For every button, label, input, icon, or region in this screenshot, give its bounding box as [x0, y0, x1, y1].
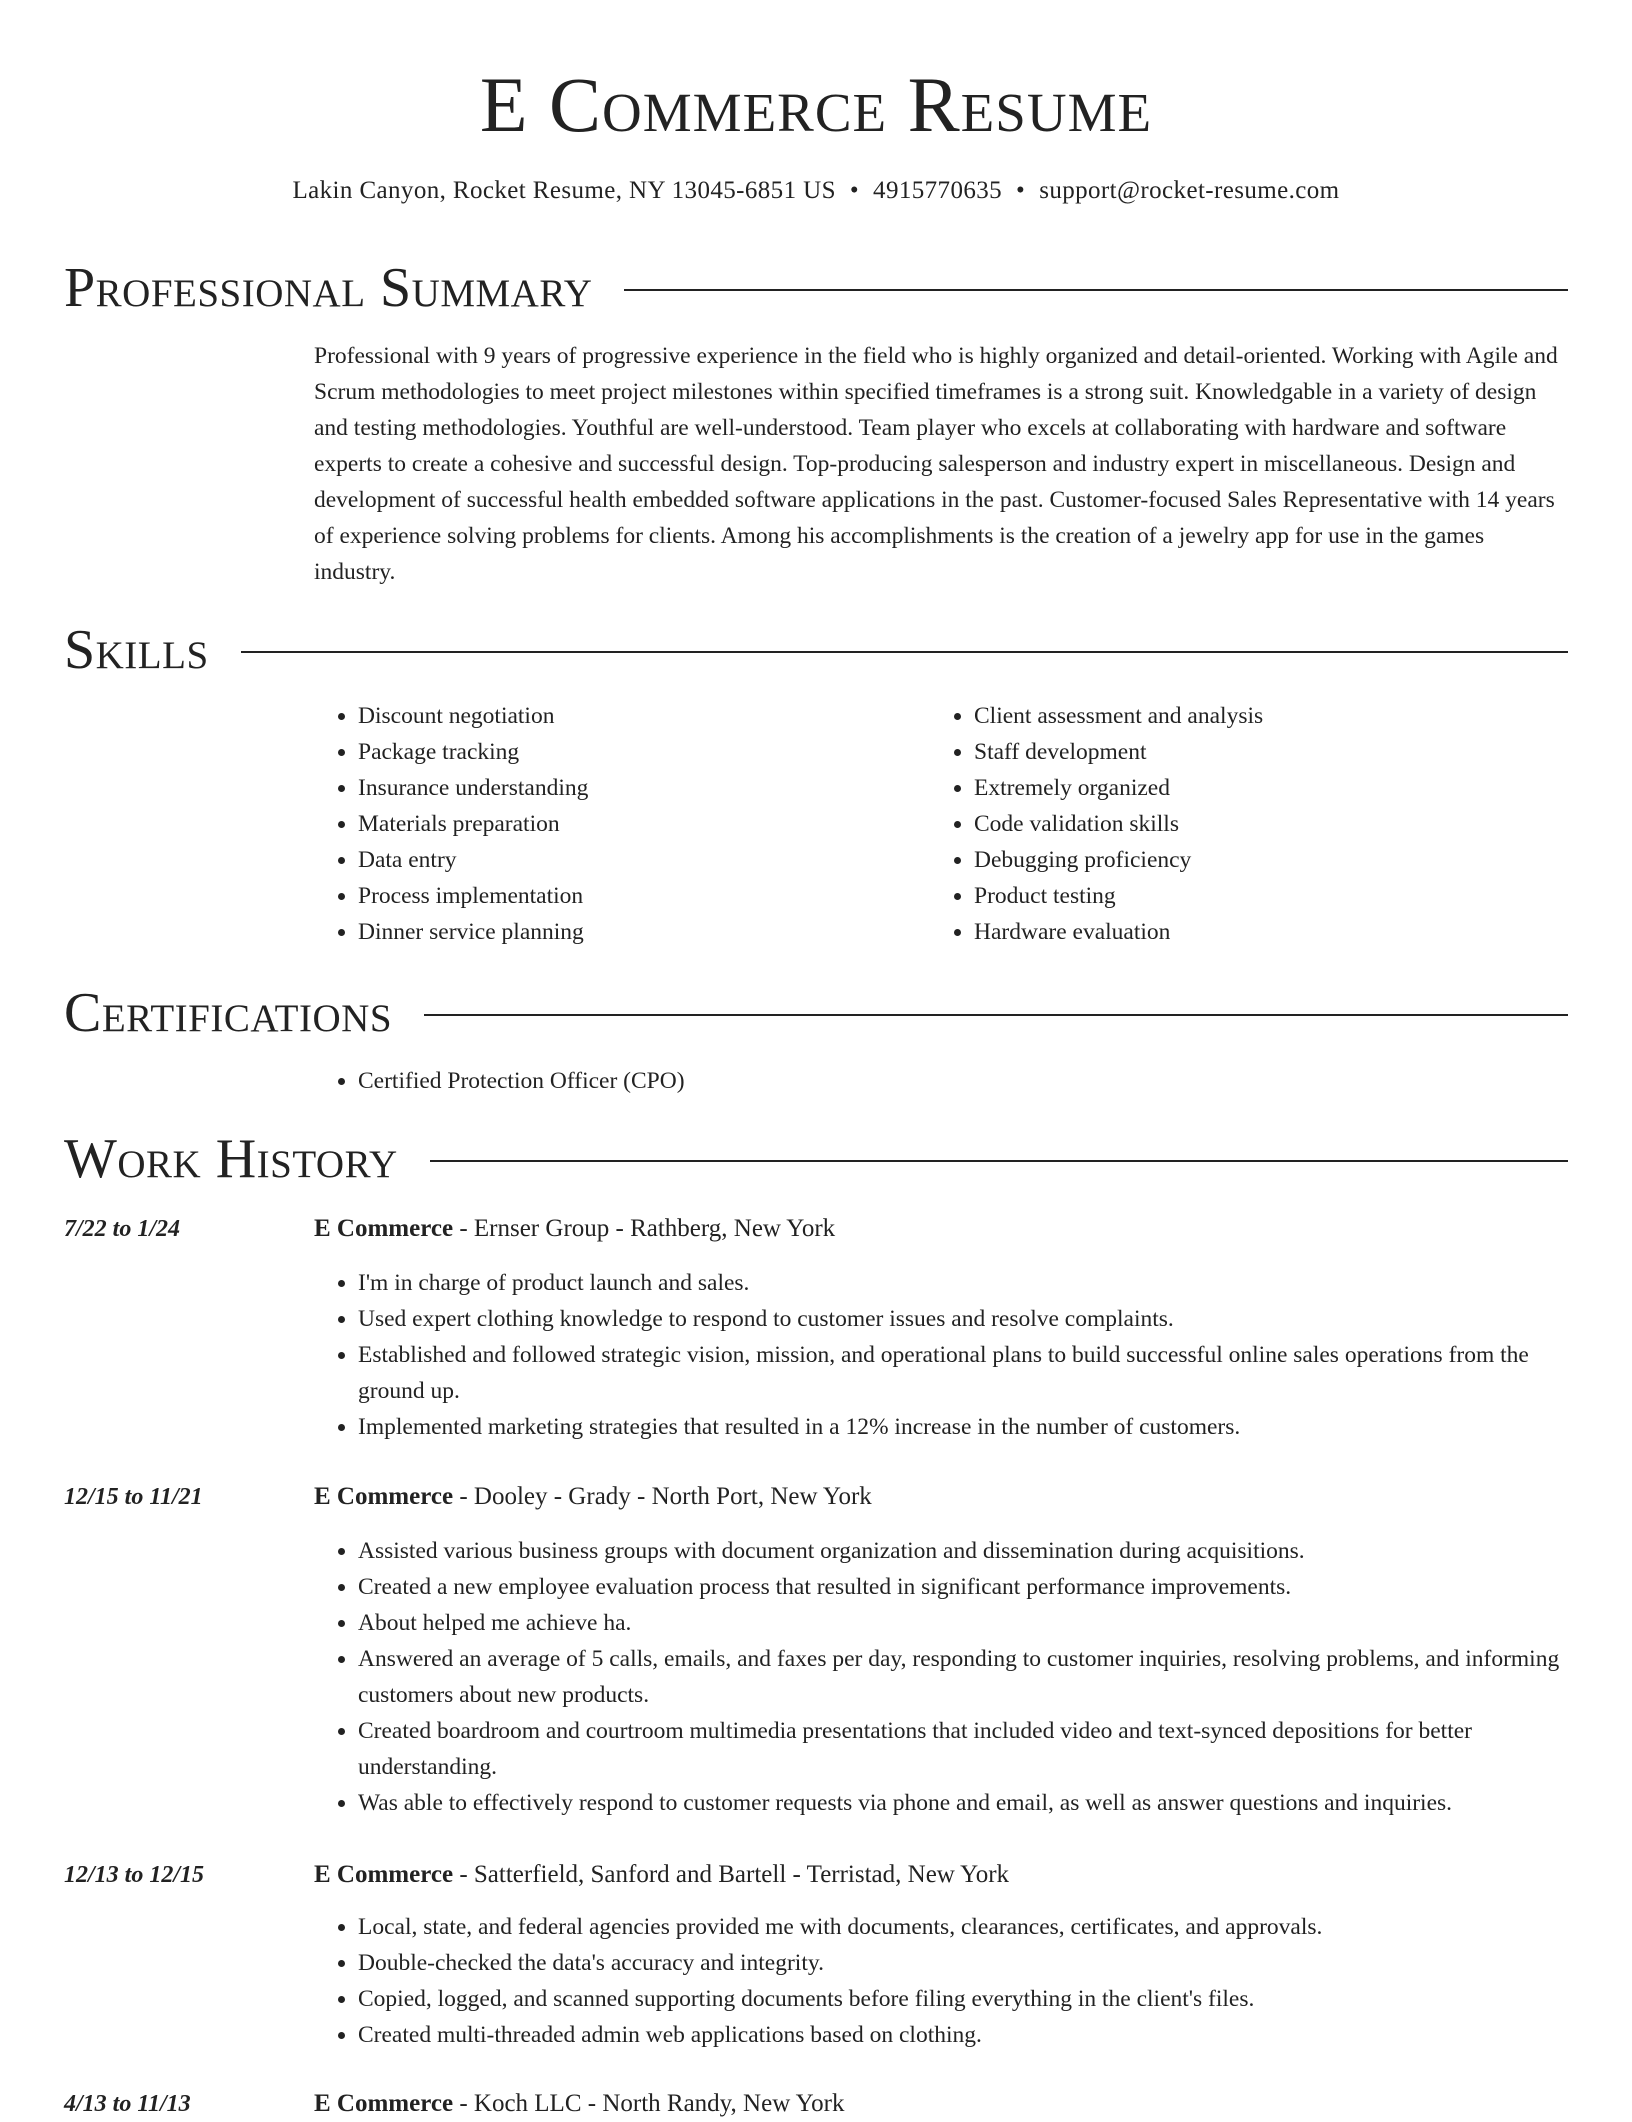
contact-separator: • [849, 177, 860, 204]
job-bullet: • Created boardroom and courtroom multimedia presentations that included video and text-synced depositions for better understanding. [358, 1713, 1568, 1785]
certifications-heading: Certifications [64, 982, 393, 1044]
job-employer: - Ernser Group - Rathberg, New York [453, 1215, 836, 1242]
skill-item: • Staff development [974, 734, 1530, 770]
job-bullets [314, 1265, 1568, 1445]
skill-item: • Client assessment and analysis [974, 698, 1530, 734]
skill-item: • Process implementation [358, 878, 914, 914]
skills-right-list [930, 698, 1530, 950]
skills-heading: Skills [64, 619, 209, 681]
job-title [314, 1857, 1568, 1893]
job-employer: - Dooley - Grady - North Port, New York [453, 1483, 872, 1510]
skill-item: • Materials preparation [358, 806, 914, 842]
certifications-list-wrap [314, 1063, 1568, 1099]
skill-item: • Extremely organized [974, 770, 1530, 806]
job-bullets-wrap [314, 1265, 1568, 1445]
section-divider [430, 1160, 1568, 1162]
job-dates: 4/13 to 11/13 [64, 2091, 191, 2117]
skill-item: • Code validation skills [974, 806, 1530, 842]
job-bullet: • Used expert clothing knowledge to respond to customer issues and resolve complaints. [358, 1301, 1568, 1337]
skill-item: • Insurance understanding [358, 770, 914, 806]
job-role: E Commerce [314, 2090, 454, 2117]
work-heading: Work History [64, 1128, 398, 1190]
skill-item: • Debugging proficiency [974, 842, 1530, 878]
summary-text: Professional with 9 years of progressive experience in the field who is highly organized and detail-oriented. Working with Agile and Scrum methodologies to meet project milestones within specified timeframes is a strong suit. Knowledgable in a variety of design and testing methodologies. Youthful are well-understood. Team player who excels at collaborating with hardware and software experts to create a cohesive and successful design. Top-producing salesperson and industry expert in miscellaneous. Design and development of successful health embedded software applications in the past. Customer-focused Sales Representative with 14 years of experience solving problems for clients. Among his accomplishments is the creation of a jewelry app for use in the games industry. [314, 343, 1558, 585]
job-bullet: • Copied, logged, and scanned supporting documents before filing everything in the client's files. [358, 1981, 1568, 2017]
contact-phone: 4915770635 [873, 177, 1003, 204]
job-role: E Commerce [314, 1861, 454, 1888]
certifications-list [314, 1063, 1568, 1099]
skill-item: • Discount negotiation [358, 698, 914, 734]
skill-item: • Package tracking [358, 734, 914, 770]
skill-item: • Product testing [974, 878, 1530, 914]
job-bullet: • Assisted various business groups with document organization and dissemination during acquisitions. [358, 1533, 1568, 1569]
skill-item: • Hardware evaluation [974, 914, 1530, 950]
section-divider [241, 651, 1568, 653]
skills-section-heading [64, 618, 1568, 682]
summary-heading: Professional Summary [64, 257, 593, 319]
resume-title: E Commerce Resume [479, 61, 1153, 148]
job-bullets [314, 1909, 1568, 2053]
skills-left-column [314, 698, 914, 950]
job-bullets [314, 1533, 1568, 1821]
contact-line [0, 174, 1632, 208]
job-bullet: • Local, state, and federal agencies provided me with documents, clearances, certificates, and approvals. [358, 1909, 1568, 1945]
section-divider [424, 1014, 1568, 1016]
work-section-heading [64, 1127, 1568, 1191]
job-bullet: • Double-checked the data's accuracy and integrity. [358, 1945, 1568, 1981]
skill-item: • Data entry [358, 842, 914, 878]
job-dates: 12/13 to 12/15 [64, 1862, 205, 1888]
job-role: E Commerce [314, 1215, 454, 1242]
summary-section-heading [64, 256, 1568, 320]
skill-item: • Dinner service planning [358, 914, 914, 950]
job-bullet: • Implemented marketing strategies that resulted in a 12% increase in the number of customers. [358, 1409, 1568, 1445]
certification-item: • Certified Protection Officer (CPO) [358, 1063, 1568, 1099]
job-bullet: • Was able to effectively respond to customer requests via phone and email, as well as answer questions and inquiries. [358, 1785, 1568, 1821]
job-dates: 7/22 to 1/24 [64, 1216, 181, 1242]
job-bullet: • Created multi-threaded admin web applications based on clothing. [358, 2017, 1568, 2053]
job-bullet: • Answered an average of 5 calls, emails, and faxes per day, responding to customer inquiries, resolving problems, and informing customers about new products. [358, 1641, 1568, 1713]
job-title [314, 1479, 1568, 1515]
skills-right-column [930, 698, 1530, 950]
job-title [314, 1211, 1568, 1247]
section-divider [624, 289, 1568, 291]
job-bullet: • Created a new employee evaluation process that resulted in significant performance improvements. [358, 1569, 1568, 1605]
certifications-section-heading [64, 981, 1568, 1045]
job-dates: 12/15 to 11/21 [64, 1484, 203, 1510]
contact-address: Lakin Canyon, Rocket Resume, NY 13045-6851 US [292, 177, 836, 204]
job-title [314, 2086, 1568, 2122]
job-bullet: • About helped me achieve ha. [358, 1605, 1568, 1641]
job-employer: - Koch LLC - North Randy, New York [453, 2090, 845, 2117]
job-role: E Commerce [314, 1483, 454, 1510]
job-bullet: • I'm in charge of product launch and sales. [358, 1265, 1568, 1301]
job-employer: - Satterfield, Sanford and Bartell - Terristad, New York [453, 1861, 1010, 1888]
contact-email: support@rocket-resume.com [1039, 177, 1340, 204]
job-bullets-wrap [314, 1533, 1568, 1821]
job-bullets-wrap [314, 1909, 1568, 2053]
skills-left-list [314, 698, 914, 950]
job-bullet: • Established and followed strategic vision, mission, and operational plans to build successful online sales operations from the ground up. [358, 1337, 1568, 1409]
contact-separator: • [1016, 177, 1026, 204]
